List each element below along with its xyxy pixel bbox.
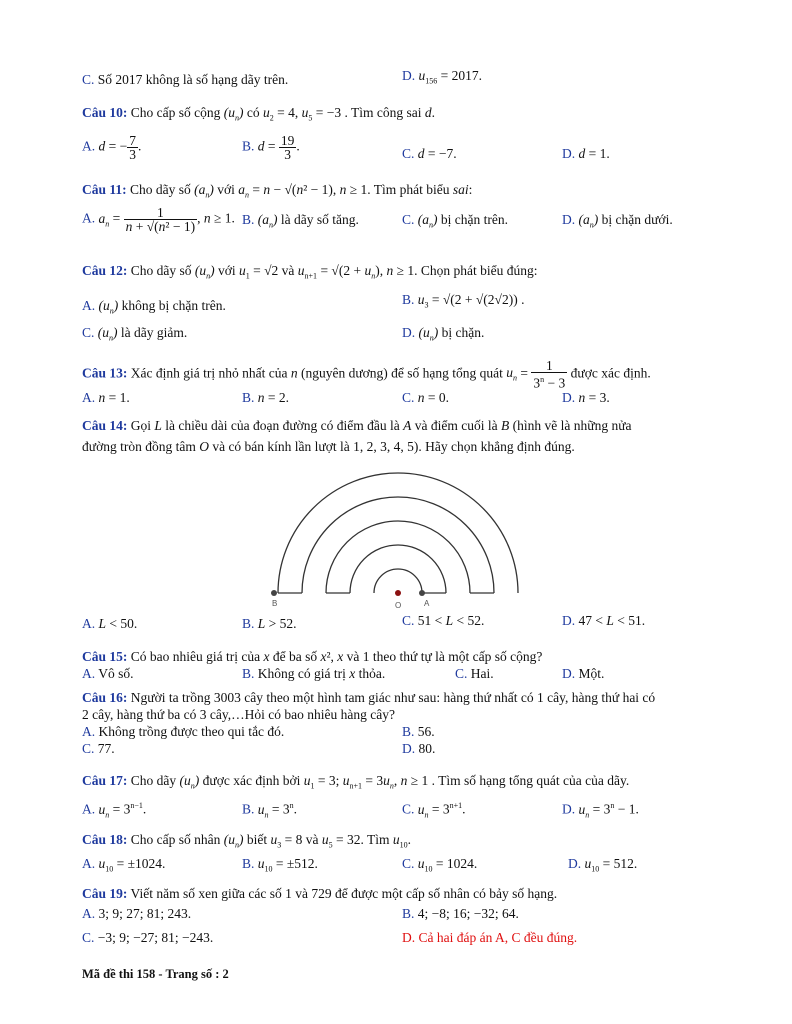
q13-option-a: A. n = 1. (82, 390, 130, 405)
q16-option-c: C. 77. (82, 741, 115, 756)
q17-option-b: B. $u_n = 3^n$. (242, 801, 298, 820)
q9-option-d: D. $u_{156} = 2017$. (402, 68, 482, 86)
q15-option-b: B. Không có giá trị x thỏa. (242, 666, 386, 681)
q16-option-a: A. Không trồng được theo qui tắc đó. (82, 724, 285, 739)
q16-option-d: D. 80. (402, 741, 436, 756)
q11-option-c: C. $(a_n)$ bị chặn trên. (402, 212, 508, 230)
q11-option-b: B. $(a_n)$ là dãy số tăng. (242, 212, 359, 230)
question-13: Câu 13: Xác định giá trị nhỏ nhất của n (nguyên dương) để số hạng tổng quát $u_n$ = $\frac{1}{3^n - 3}$ được xác định. (82, 358, 651, 391)
label-b: B (272, 599, 278, 608)
q9-option-c: C. Số 2017 không là số hạng dãy trên. (82, 72, 289, 87)
q10-option-a: A. d = − $\frac{7}{3}$ . (82, 133, 142, 162)
q11-option-d: D. $(a_n)$ bị chặn dưới. (562, 212, 673, 230)
question-10: Câu 10: Cho cấp số cộng $(u_n)$ có $u_2 = 4$, $u_5 = -3$ . Tìm công sai d. (82, 105, 435, 123)
q12-option-b: B. $u_3 = √(2 + √(2√2))$ . (402, 292, 525, 310)
q17-option-d: D. $u_n = 3^n - 1$. (562, 801, 639, 820)
label-o: O (395, 601, 402, 610)
question-14-line1: Câu 14: Gọi L là chiều dài của đoạn đường có điểm đầu là A và điểm cuối là B (hình vẽ là những nửa (82, 418, 632, 433)
q14-option-d: D. 47 < L < 51. (562, 613, 646, 628)
q16-option-b: B. 56. (402, 724, 435, 739)
q18-option-a: A. $u_{10} = \pm 1024$. (82, 856, 166, 874)
q19-option-c: C. −3; 9; −27; 81; −243. (82, 930, 214, 945)
q17-option-c: C. $u_n = 3^{n+1}$. (402, 801, 466, 820)
semicircle-path-figure (0, 460, 792, 640)
q14-option-c: C. 51 < L < 52. (402, 613, 485, 628)
label-a: A (424, 599, 430, 608)
q12-option-c: C. $(u_n)$ là dãy giảm. (82, 325, 188, 343)
q10-option-b: B. d = $\frac{19}{3}$ . (242, 133, 300, 162)
q14-option-a: A. L < 50. (82, 616, 138, 631)
q15-option-a: A. Vô số. (82, 666, 134, 681)
question-19: Câu 19: Viết năm số xen giữa các số 1 và 729 để được một cấp số nhân có bảy số hạng. (82, 886, 558, 901)
q18-option-b: B. $u_{10} = \pm 512$. (242, 856, 318, 874)
point-b (271, 590, 277, 596)
question-18: Câu 18: Cho cấp số nhân $(u_n)$ biết $u_3 = 8$ và $u_5 = 32$. Tìm $u_{10}$. (82, 832, 411, 850)
q15-option-d: D. Một. (562, 666, 605, 681)
q19-option-b: B. 4; −8; 16; −32; 64. (402, 906, 519, 921)
q12-option-a: A. $(u_n)$ không bị chặn trên. (82, 298, 226, 316)
q13-option-b: B. n = 2. (242, 390, 290, 405)
question-16-line2: 2 cây, hàng thứ ba có 3 cây,…Hỏi có bao nhiêu hàng cây? (82, 707, 395, 722)
question-14-line2: đường tròn đồng tâm O và có bán kính lần lượt là 1, 2, 3, 4, 5). Hãy chọn khẳng định đúng. (82, 439, 575, 454)
point-a (419, 590, 425, 596)
q17-option-a: A. $u_n = 3^{n-1}$. (82, 801, 147, 820)
q12-option-d: D. $(u_n)$ bị chặn. (402, 325, 485, 343)
q19-option-d: D. Cả hai đáp án A, C đều đúng. (402, 930, 578, 945)
q10-option-c: C. d = −7. (402, 146, 457, 161)
question-12: Câu 12: Cho dãy số $(u_n)$ với $u_1 = √2$ và $u_{n+1} = √(2 + u_n)$, n ≥ 1. Chọn phát biểu đúng: (82, 263, 538, 281)
question-17: Câu 17: Cho dãy $(u_n)$ được xác định bởi $u_1 = 3$; $u_{n+1} = 3u_n$, n ≥ 1 . Tìm số hạng tổng quát của của dãy. (82, 773, 630, 791)
q13-option-c: C. n = 0. (402, 390, 450, 405)
page-footer: Mã đề thi 158 - Trang số : 2 (82, 967, 229, 981)
q19-option-a: A. 3; 9; 27; 81; 243. (82, 906, 192, 921)
point-o (395, 590, 401, 596)
q10-option-d: D. d = 1. (562, 146, 610, 161)
q14-option-b: B. L > 52. (242, 616, 297, 631)
q11-option-a: A. $a_n$ = $\frac{1}{\text{n + √(n² − 1)}}$ , n ≥ 1. (82, 205, 235, 234)
q18-option-d: D. $u_{10} = 512$. (568, 856, 638, 874)
q18-option-c: C. $u_{10} = 1024$. (402, 856, 478, 874)
question-16-line1: Câu 16: Người ta trồng 3003 cây theo một hình tam giác như sau: hàng thứ nhất có 1 cây, hàng thứ hai có (82, 690, 656, 705)
question-11: Câu 11: Cho dãy số $(a_n)$ với $a_n = n - √(n^2 - 1)$, n ≥ 1. Tìm phát biểu sai: (82, 182, 473, 200)
question-15: Câu 15: Có bao nhiêu giá trị của x để ba số x², x và 1 theo thứ tự là một cấp số cộng? (82, 649, 543, 664)
q13-option-d: D. n = 3. (562, 390, 610, 405)
q15-option-c: C. Hai. (455, 666, 494, 681)
